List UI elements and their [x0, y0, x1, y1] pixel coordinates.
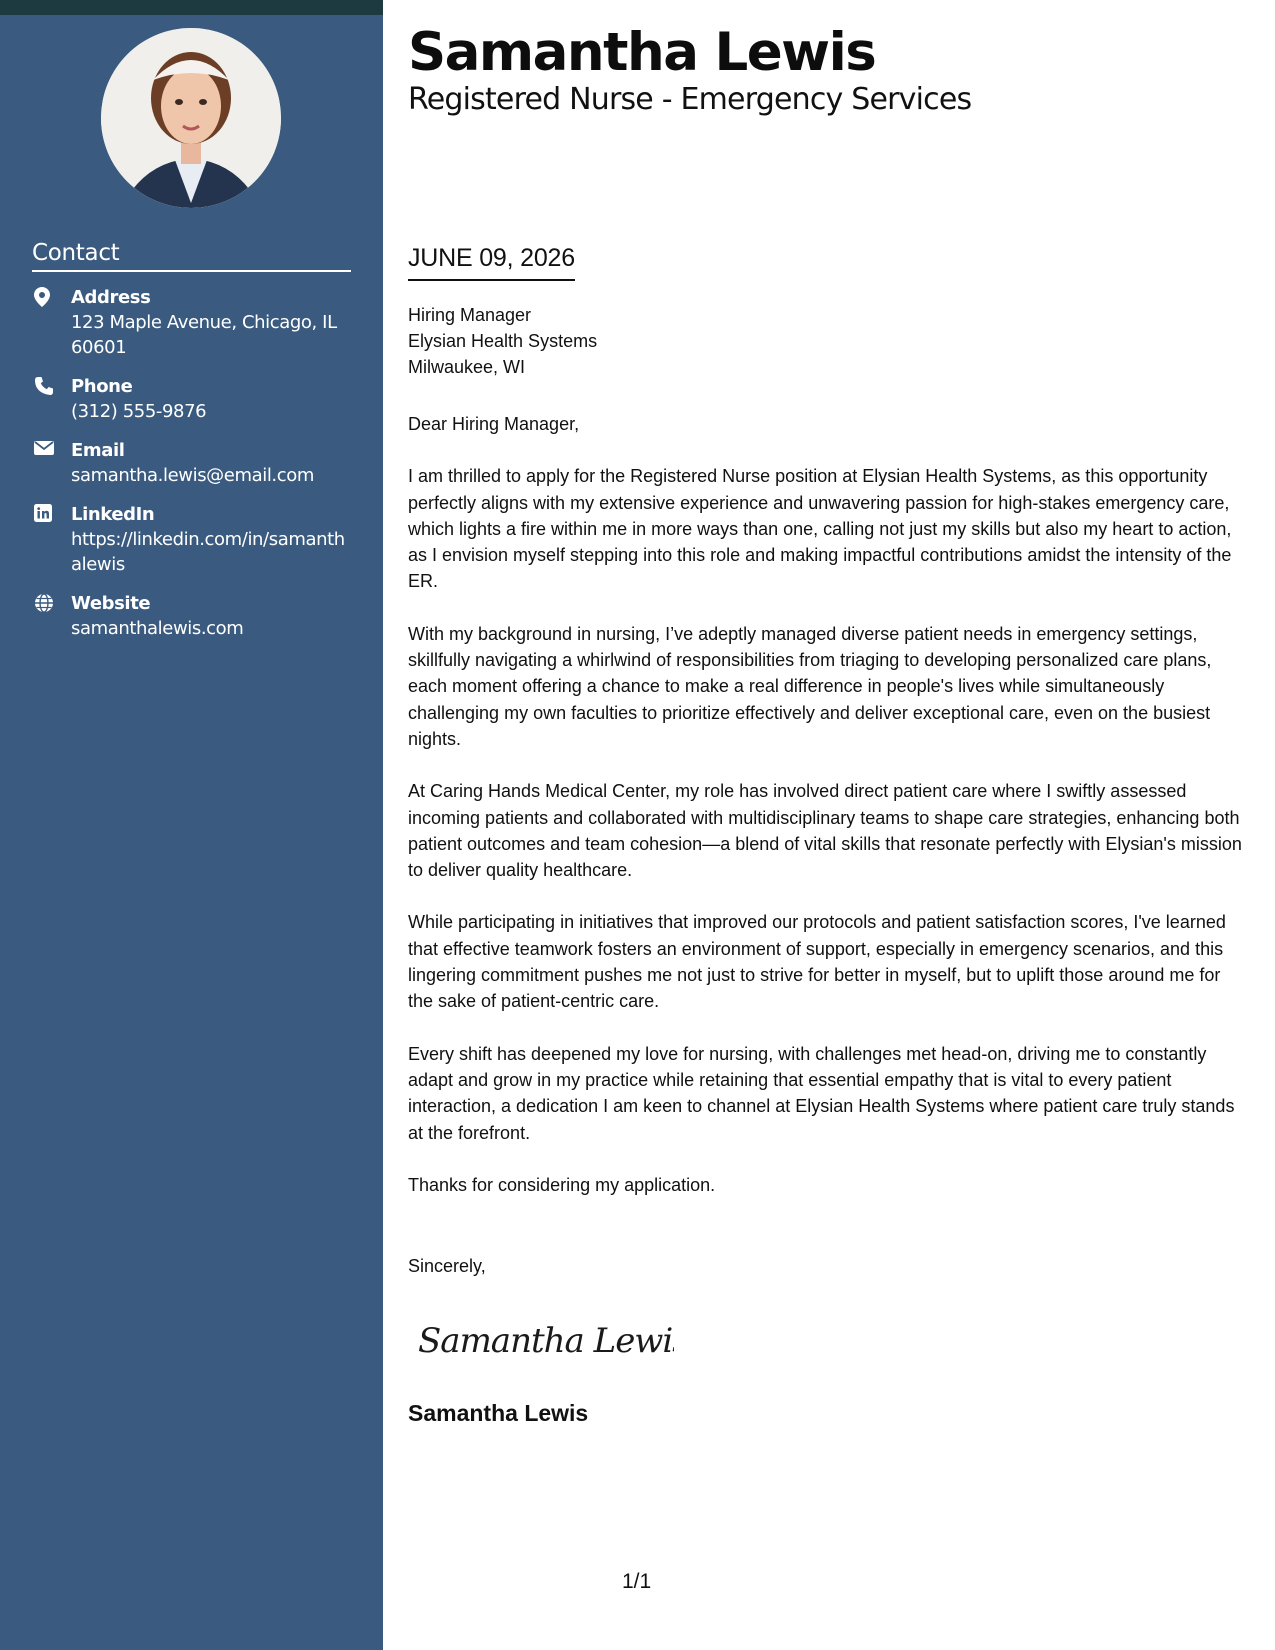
email-link[interactable]: samantha.lewis@email.com	[71, 465, 314, 486]
applicant-name: Samantha Lewis	[408, 22, 876, 83]
paragraph: With my background in nursing, I’ve adeptly managed diverse patient needs in emergency settings, skillfully navigating a whirlwind of responsibilities from triaging to developing personalized care plans, each moment offering a chance to make a real difference in people's lives while simultaneously challenging my own faculties to prioritize effectively and deliver exceptional care, even on the busiest nights.	[408, 623, 1212, 749]
paragraph: Thanks for considering my application.	[408, 1174, 716, 1195]
phone-icon	[34, 376, 54, 396]
contact-list	[32, 285, 352, 655]
signer-name: Samantha Lewis	[408, 1400, 589, 1426]
contact-item-phone	[32, 374, 352, 424]
letter-content	[408, 411, 1248, 1224]
website-link[interactable]: samanthalewis.com	[71, 618, 244, 639]
paragraph: At Caring Hands Medical Center, my role has involved direct patient care where I swiftly assessed incoming patients and collaborated with multidisciplinary teams to shape care strategies, enhancing both patient outcomes and team cohesion—a blend of vital skills that resonate perfectly with Elysian's mission to deliver quality healthcare.	[408, 781, 1242, 881]
recipient-block	[408, 302, 597, 380]
contact-item-email	[32, 438, 352, 488]
recipient-line: Milwaukee, WI	[408, 357, 526, 377]
contact-item-address	[32, 285, 352, 360]
paragraph: While participating in initiatives that improved our protocols and patient satisfaction scores, I've learned that effective teamwork fosters an environment of support, especially in emergency scenarios, and this lingering commitment pushes me not just to strive for better in myself, but to uplift those around me for the sake of patient-centric care.	[408, 912, 1226, 1012]
linkedin-icon	[34, 504, 54, 524]
contact-label: LinkedIn	[71, 504, 155, 525]
salutation: Dear Hiring Manager,	[408, 414, 580, 434]
contact-label: Email	[71, 440, 125, 461]
phone-text: (312) 555-9876	[71, 401, 207, 422]
envelope-icon	[34, 440, 54, 460]
paragraph: Every shift has deepened my love for nursing, with challenges met head-on, driving me to constantly adapt and grow in my practice while retaining that essential empathy that is vital to every patient interaction, a dedication I am keen to channel at Elysian Health Systems where patient care truly stands at the forefront.	[408, 1043, 1235, 1143]
address-text: 123 Maple Avenue, Chicago, IL 60601	[71, 312, 337, 358]
linkedin-link[interactable]: https://linkedin.com/in/samanthalewis	[71, 529, 345, 575]
globe-icon	[34, 593, 54, 613]
applicant-role: Registered Nurse - Emergency Services	[408, 82, 972, 117]
letter-date: JUNE 09, 2026	[408, 244, 575, 281]
page-number: 1/1	[622, 1570, 652, 1593]
sidebar-top-bar	[0, 0, 383, 15]
map-pin-icon	[34, 287, 54, 307]
contact-heading: Contact	[32, 240, 351, 272]
sidebar	[0, 0, 383, 1650]
closing: Sincerely,	[408, 1256, 486, 1276]
signature-image	[414, 1310, 674, 1375]
profile-photo	[101, 28, 281, 208]
paragraph: I am thrilled to apply for the Registered Nurse position at Elysian Health Systems, as this opportunity perfectly aligns with my extensive experience and unwavering passion for high-stakes emergency care, which lights a fire within me in more ways than one, calling not just my skills but also my heart to action, as I envision myself stepping into this role and making impactful contributions amidst the intensity of the ER.	[408, 466, 1232, 592]
contact-item-linkedin	[32, 502, 352, 577]
contact-label: Website	[71, 593, 151, 614]
recipient-line: Hiring Manager	[408, 305, 532, 325]
signature-text: Samantha Lewis	[418, 1321, 674, 1361]
contact-label: Address	[71, 287, 151, 308]
contact-item-website	[32, 591, 352, 641]
contact-label: Phone	[71, 376, 133, 397]
recipient-line: Elysian Health Systems	[408, 331, 598, 351]
